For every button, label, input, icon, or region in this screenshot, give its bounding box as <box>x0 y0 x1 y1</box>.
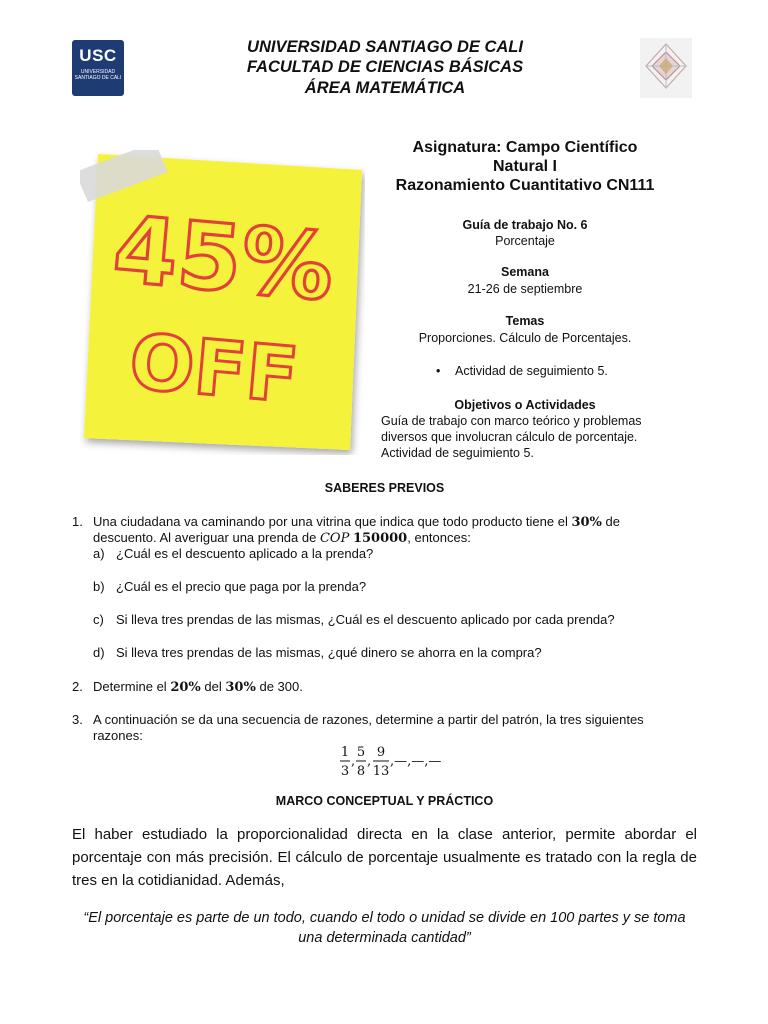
objectives-label: Objetivos o Actividades <box>454 398 596 412</box>
note-off-text: OFF <box>126 316 302 420</box>
activity-bullet-text: Actividad de seguimiento 5. <box>455 364 608 378</box>
fraction-2-denominator: 8 <box>356 764 366 778</box>
q1-line-2 <box>93 530 697 547</box>
course-info <box>375 138 675 195</box>
q1c-label: c) <box>93 612 104 627</box>
area-name: ÁREA MATEMÁTICA <box>304 79 466 97</box>
course-title-2: Natural I <box>492 158 557 175</box>
usc-logo-text: USC <box>79 46 117 65</box>
q2-percent-2: 30% <box>225 680 256 695</box>
quote-line-2: una determinada cantidad” <box>298 930 471 946</box>
objectives-line-3: Actividad de seguimiento 5. <box>381 446 534 460</box>
q2-line <box>93 679 303 696</box>
fraction-1-numerator: 1 <box>340 745 350 760</box>
sequence-comma-1: , <box>351 754 356 769</box>
fraction-1-denominator: 3 <box>340 764 350 778</box>
usc-logo <box>72 40 124 96</box>
bullet-icon: • <box>436 364 441 378</box>
q3-number: 3. <box>72 712 83 727</box>
q1-currency: COP <box>319 531 350 546</box>
topics-value: Proporciones. Cálculo de Porcentajes. <box>418 331 632 345</box>
sequence-blanks: ,—,—,— <box>390 754 442 769</box>
week-label: Semana <box>501 265 549 279</box>
q1-text-2b: , entonces: <box>407 530 471 545</box>
q1d-text: Si lleva tres prendas de las mismas, ¿qué dinero se ahorra en la compra? <box>116 645 542 660</box>
q3-fraction-sequence <box>340 742 455 778</box>
q2-number: 2. <box>72 679 83 694</box>
course-title-1: Asignatura: Campo Científico <box>412 139 638 156</box>
sequence-comma-2: , <box>367 754 372 769</box>
week-value: 21-26 de septiembre <box>467 282 583 296</box>
marco-paragraph-line-1: El haber estudiado la proporcionalidad directa en la clase anterior, permite abordar el <box>72 826 697 843</box>
q1d-label: d) <box>93 645 105 660</box>
quote-line-1: “El porcentaje es parte de un todo, cuando el todo o unidad se divide en 100 partes y se toma <box>83 910 686 926</box>
marco-paragraph-line-3: tres en la cotidianidad. Además, <box>72 872 285 889</box>
fraction-3-numerator: 9 <box>376 745 386 760</box>
q1-number: 1. <box>72 514 83 529</box>
saberes-heading: SABERES PREVIOS <box>324 481 445 495</box>
fraction-3-denominator: 13 <box>372 764 390 778</box>
q2-text-a: Determine el <box>93 679 167 694</box>
q1-text-1a: Una ciudadana va caminando por una vitrina que indica que todo producto tiene el <box>93 514 568 529</box>
q1-amount: 150000 <box>352 531 408 546</box>
course-title-3: Razonamiento Cuantitativo CN111 <box>395 177 655 194</box>
q1-percent: 30% <box>571 515 602 530</box>
q1b-text: ¿Cuál es el precio que paga por la prenda? <box>116 579 367 594</box>
note-percent-text: 45% <box>109 195 338 322</box>
guide-topic: Porcentaje <box>495 234 555 248</box>
university-name: UNIVERSIDAD SANTIAGO DE CALI <box>247 38 523 56</box>
q3-line-1: A continuación se da una secuencia de razones, determine a partir del patrón, la tres siguientes <box>93 712 644 727</box>
guide-label: Guía de trabajo No. 6 <box>462 218 588 232</box>
q1c-text: Si lleva tres prendas de las mismas, ¿Cuál es el descuento aplicado por cada prenda? <box>116 612 615 627</box>
q1a-text: ¿Cuál es el descuento aplicado a la prenda? <box>116 546 374 561</box>
discount-sticky-note <box>80 150 365 455</box>
usc-logo-subtext: UNIVERSIDAD SANTIAGO DE CALI <box>74 69 122 81</box>
q1-text-1b: de <box>605 514 621 529</box>
objectives-line-1: Guía de trabajo con marco teórico y problemas <box>381 414 642 428</box>
q1-text-2a: descuento. Al averiguar una prenda de <box>93 530 317 545</box>
q3-line-2: razones: <box>93 728 143 743</box>
q2-percent-1: 20% <box>170 680 201 695</box>
marco-heading: MARCO CONCEPTUAL Y PRÁCTICO <box>275 794 494 808</box>
faculty-name: FACULTAD DE CIENCIAS BÁSICAS <box>246 58 524 76</box>
q2-text-b: del <box>204 679 222 694</box>
q1a-label: a) <box>93 546 105 561</box>
fraction-2-numerator: 5 <box>356 745 366 760</box>
topics-label: Temas <box>505 314 545 328</box>
objectives-line-2: diversos que involucran cálculo de porcentaje. <box>381 430 638 444</box>
q1b-label: b) <box>93 579 105 594</box>
marco-paragraph-line-2: porcentaje con más precisión. El cálculo de porcentaje usualmente es tratado con la regla de <box>72 849 697 866</box>
q1-line-1 <box>93 514 697 531</box>
faculty-emblem-icon <box>640 38 692 98</box>
q2-text-c: de 300. <box>259 679 303 694</box>
